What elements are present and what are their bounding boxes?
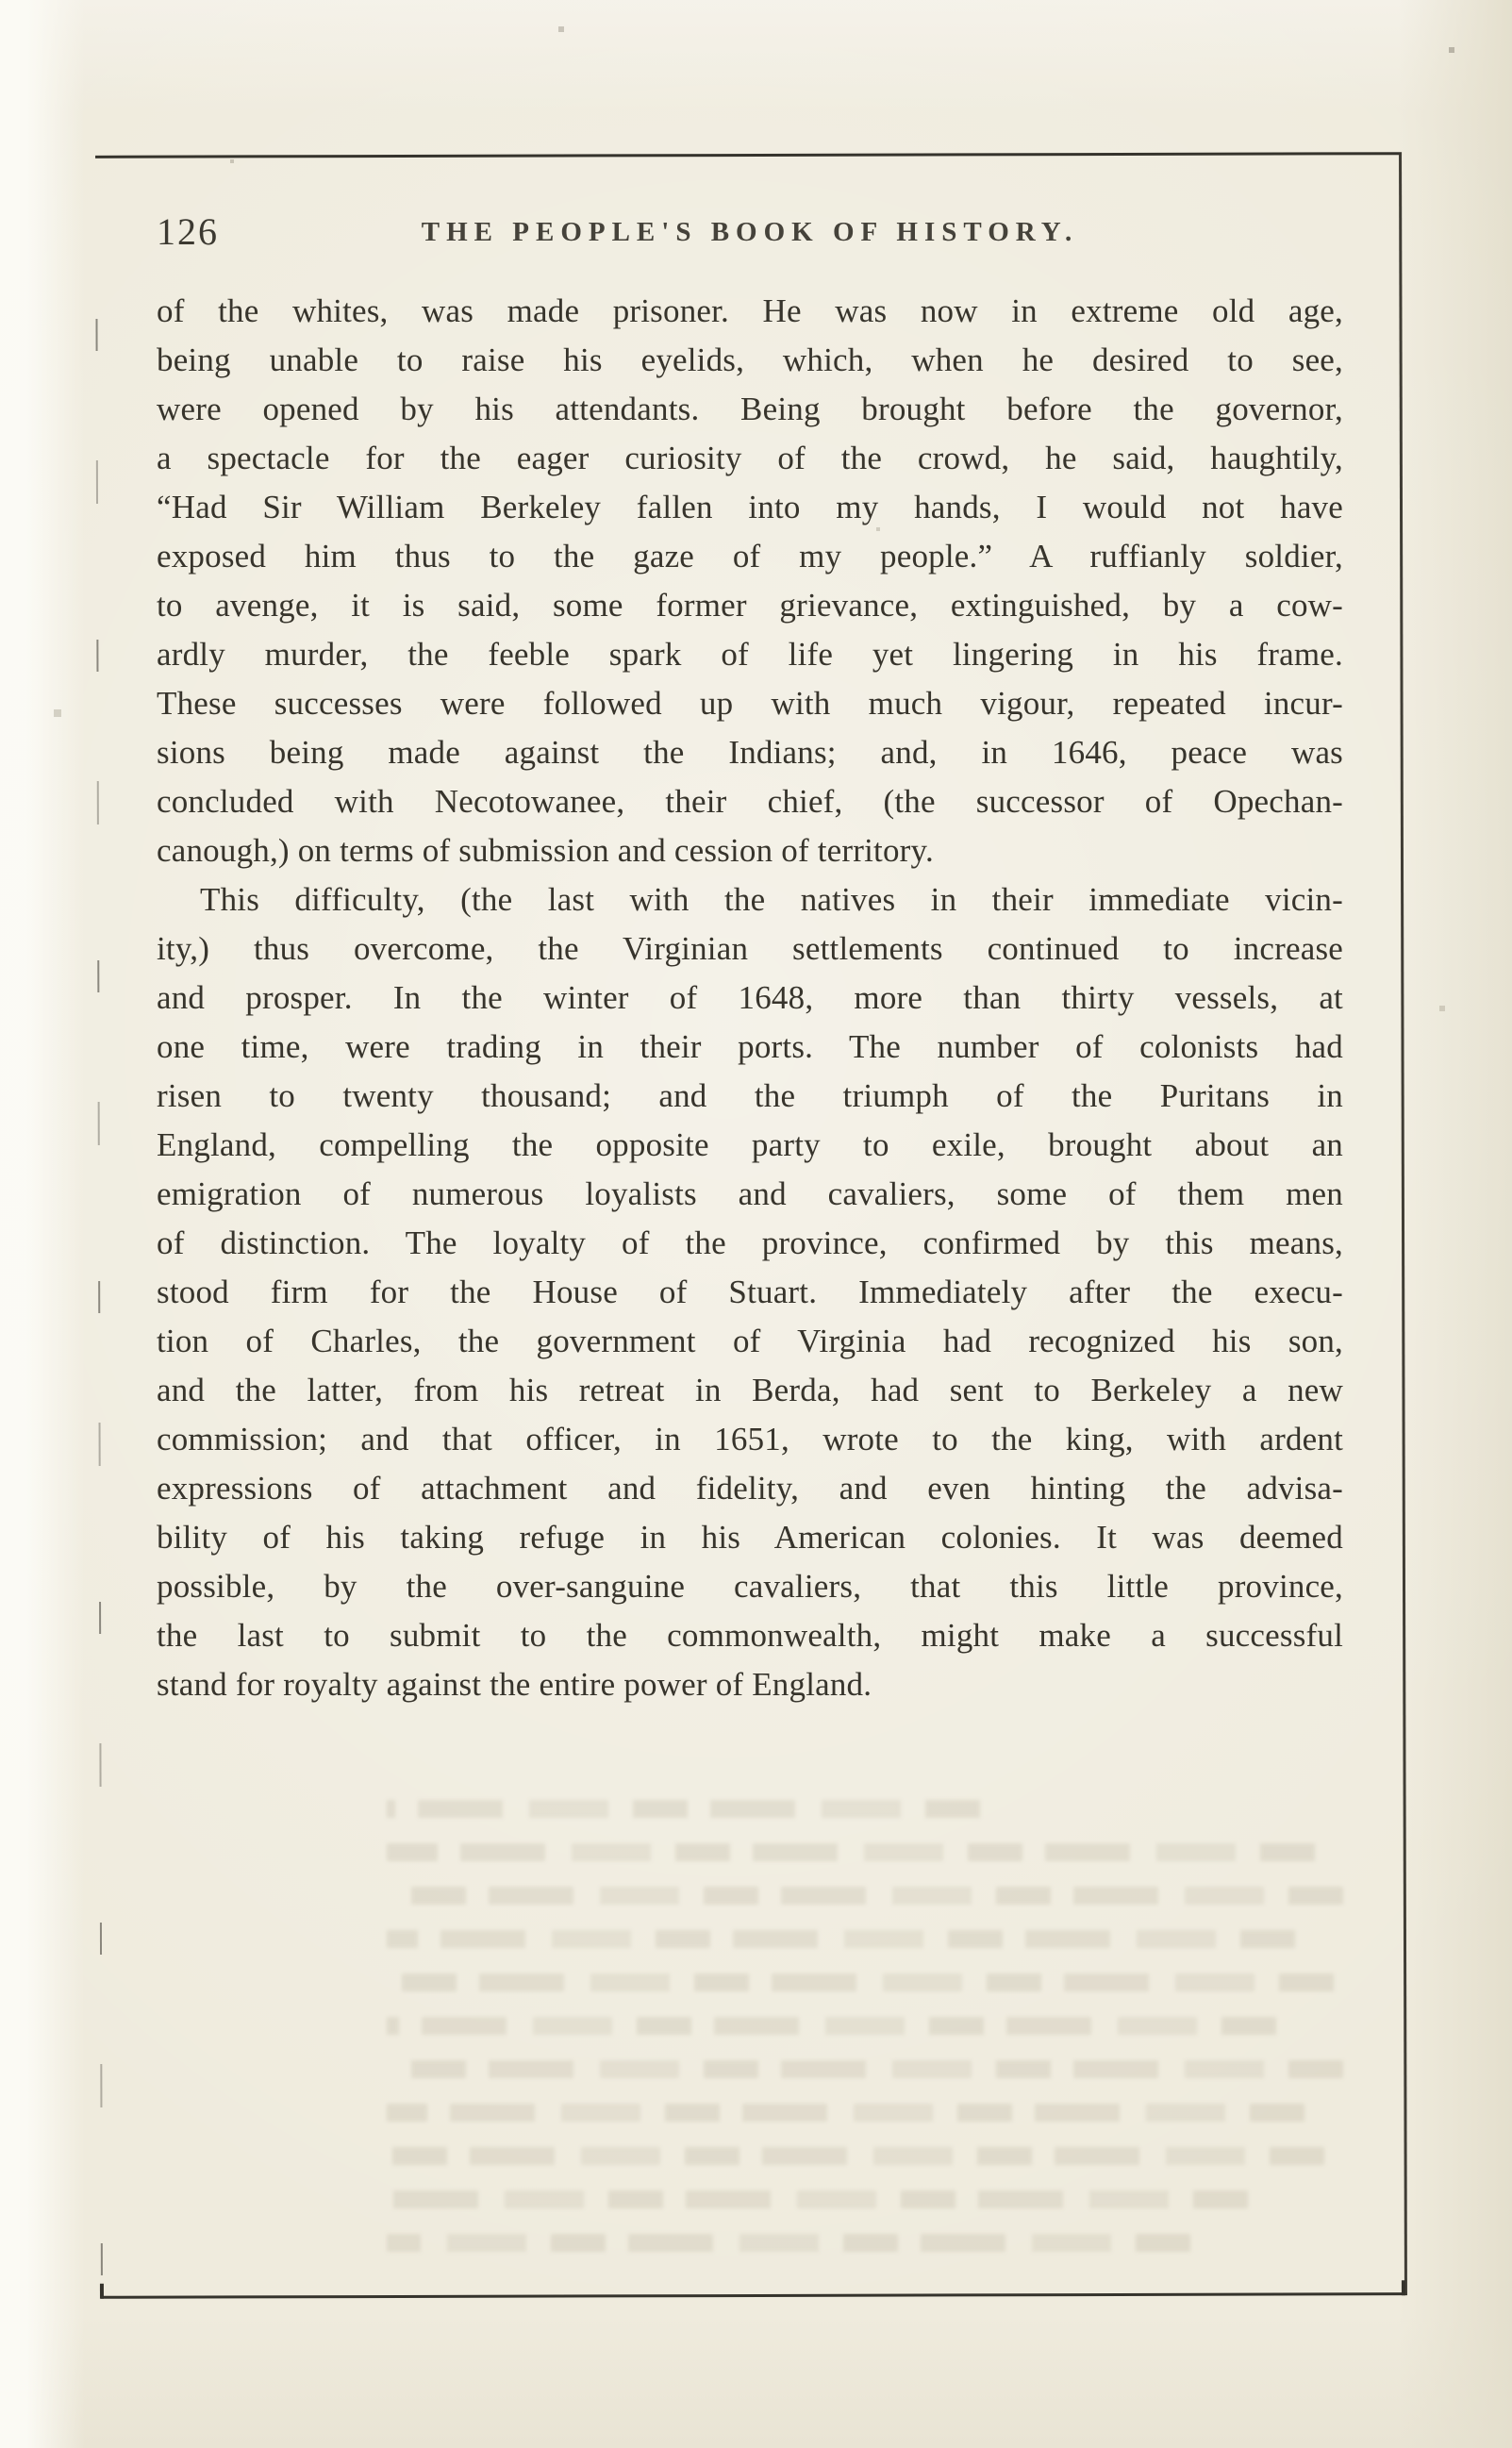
text-line: ardly murder, the feeble spark of life yet lingering in his frame. (157, 636, 1343, 673)
bleed-through-line (387, 1843, 1315, 1861)
text-line: the last to submit to the commonwealth, might make a successful (157, 1617, 1343, 1654)
page-border-left-edge (95, 319, 103, 2347)
text-line: one time, were trading in their ports. The number of colonists had (157, 1028, 1343, 1065)
bleed-through-line (387, 1973, 1334, 1991)
bleed-through-line (387, 2190, 1248, 2208)
text-line: bility of his taking refuge in his American colonies. It was deemed (157, 1519, 1343, 1556)
text-line: were opened by his attendants. Being brought before the governor, (157, 391, 1343, 427)
text-line: of distinction. The loyalty of the province, confirmed by this means, (157, 1224, 1343, 1261)
text-line: possible, by the over-sanguine cavaliers, that this little province, (157, 1568, 1343, 1605)
border-corner-tick-right (1402, 2280, 1405, 2295)
bleed-through-line (387, 2147, 1324, 2165)
text-line: ity,) thus overcome, the Virginian settlements continued to increase (157, 930, 1343, 967)
text-line: England, compelling the opposite party to exile, brought about an (157, 1126, 1343, 1163)
bleed-through-line (387, 1800, 980, 1818)
text-line: and the latter, from his retreat in Berda, had sent to Berkeley a new (157, 1372, 1343, 1408)
bleed-through-line (387, 2234, 1190, 2252)
border-corner-tick-left (100, 2284, 104, 2299)
text-line: of the whites, was made prisoner. He was now in extreme old age, (157, 292, 1343, 329)
bleed-through-line (387, 2017, 1276, 2035)
bleed-through-text (387, 1800, 1343, 2277)
text-line: This difficulty, (the last with the natives in their immediate vicin- (200, 881, 1343, 918)
text-line: risen to twenty thousand; and the triumph of the Puritans in (157, 1077, 1343, 1114)
text-line: sions being made against the Indians; and, in 1646, peace was (157, 734, 1343, 771)
text-line: stand for royalty against the entire power of England. (157, 1666, 872, 1703)
text-line: and prosper. In the winter of 1648, more than thirty vessels, at (157, 979, 1343, 1016)
bleed-through-line (387, 1930, 1295, 1948)
bleed-through-line (387, 2104, 1304, 2122)
body-text (157, 287, 1343, 1709)
running-header: THE PEOPLE'S BOOK OF HISTORY. (421, 217, 1079, 247)
text-line: to avenge, it is said, some former grievance, extinguished, by a cow- (157, 587, 1343, 624)
text-line: stood firm for the House of Stuart. Immediately after the execu- (157, 1274, 1343, 1310)
bleed-through-line (387, 1887, 1343, 1905)
text-line: These successes were followed up with much vigour, repeated incur- (157, 685, 1343, 722)
text-line: expressions of attachment and fidelity, and even hinting the advisa- (157, 1470, 1343, 1507)
text-line: canough,) on terms of submission and cession of territory. (157, 832, 934, 869)
text-line: emigration of numerous loyalists and cavaliers, some of them men (157, 1175, 1343, 1212)
text-line: a spectacle for the eager curiosity of the crowd, he said, haughtily, (157, 440, 1343, 476)
text-line: “Had Sir William Berkeley fallen into my hands, I would not have (157, 489, 1343, 525)
scan-specks (0, 0, 2, 2)
text-line: commission; and that officer, in 1651, wrote to the king, with ardent (157, 1421, 1343, 1457)
text-line: tion of Charles, the government of Virginia had recognized his son, (157, 1323, 1343, 1359)
text-line: concluded with Necotowanee, their chief, (the successor of Opechan- (157, 783, 1343, 820)
page-number: 126 (157, 210, 219, 253)
text-line: exposed him thus to the gaze of my people.” A ruffianly soldier, (157, 538, 1343, 575)
bleed-through-line (387, 2060, 1343, 2078)
text-line: being unable to raise his eyelids, which, when he desired to see, (157, 341, 1343, 378)
